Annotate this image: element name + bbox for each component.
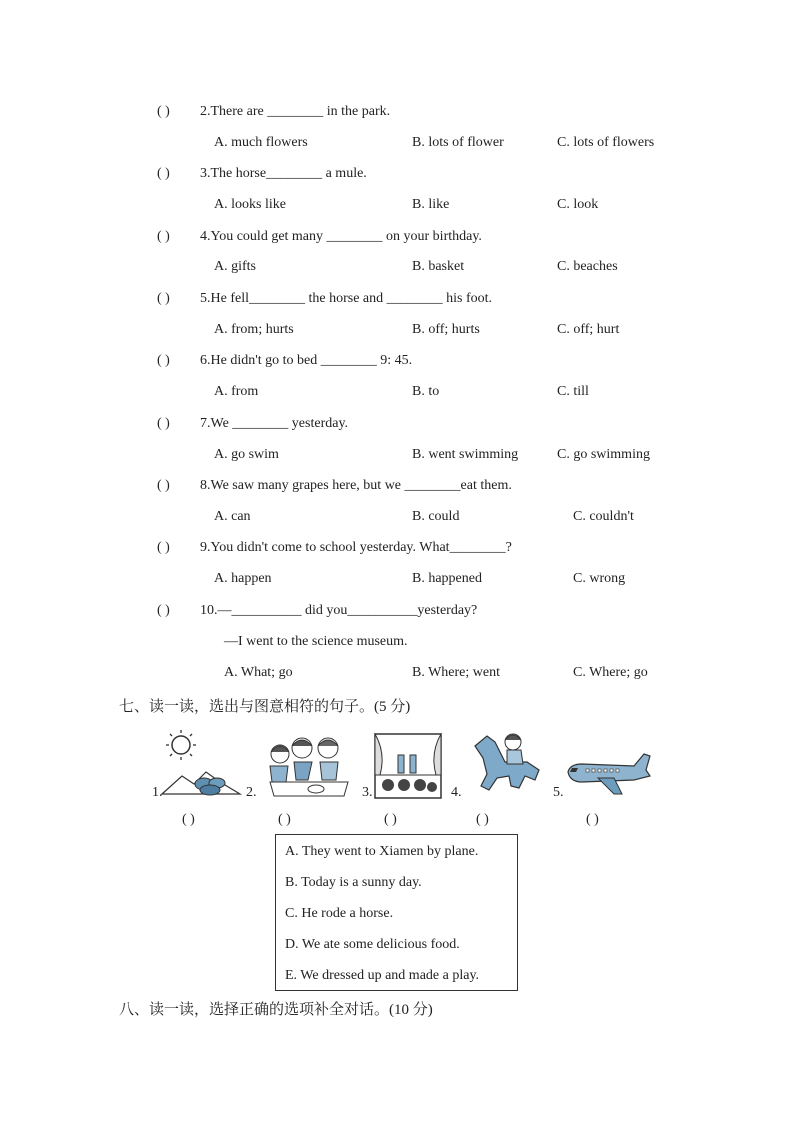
question-response-line: —I went to the science museum. xyxy=(224,634,408,649)
question-stem: 2.There are ________ in the park. xyxy=(200,104,391,119)
option-b: B. could xyxy=(412,509,460,524)
stage-play-picture xyxy=(374,733,442,799)
answer-parentheses[interactable]: ( ) xyxy=(157,104,170,119)
answer-parentheses[interactable]: ( ) xyxy=(157,229,170,244)
option-c: C. wrong xyxy=(573,571,626,586)
option-c: C. till xyxy=(557,384,589,399)
option-b: B. went swimming xyxy=(412,447,519,462)
answer-parentheses[interactable]: ( ) xyxy=(157,603,170,618)
answer-blank-4[interactable]: ( ) xyxy=(476,812,489,827)
option-a: A. go swim xyxy=(214,447,279,462)
section-7-heading: 七、读一读，选出与图意相符的句子。(5 分) xyxy=(119,699,411,715)
option-a: A. happen xyxy=(214,571,272,586)
option-a: A. What; go xyxy=(224,665,293,680)
answer-parentheses[interactable]: ( ) xyxy=(157,291,170,306)
option-c: C. couldn't xyxy=(573,509,634,524)
picture-number-3: 3. xyxy=(362,785,373,800)
question-stem: 3.The horse________ a mule. xyxy=(200,166,367,181)
answer-parentheses[interactable]: ( ) xyxy=(157,166,170,181)
option-a: A. looks like xyxy=(214,197,286,212)
option-c: C. off; hurt xyxy=(557,322,620,337)
picture-number-4: 4. xyxy=(451,785,462,800)
option-e: E. We dressed up and made a play. xyxy=(285,968,480,983)
answer-parentheses[interactable]: ( ) xyxy=(157,353,170,368)
question-stem: 9.You didn't come to school yesterday. What________? xyxy=(200,540,512,555)
option-b: B. off; hurts xyxy=(412,322,480,337)
answer-blank-2[interactable]: ( ) xyxy=(278,812,291,827)
answer-parentheses[interactable]: ( ) xyxy=(157,540,170,555)
option-a: A. gifts xyxy=(214,259,256,274)
picture-number-1: 1. xyxy=(152,785,163,800)
question-stem: 5.He fell________ the horse and ________ his foot. xyxy=(200,291,493,306)
answer-blank-1[interactable]: ( ) xyxy=(182,812,195,827)
option-a: A. from xyxy=(214,384,259,399)
option-c: C. Where; go xyxy=(573,665,648,680)
picture-number-2: 2. xyxy=(246,785,257,800)
answer-parentheses[interactable]: ( ) xyxy=(157,478,170,493)
option-b: B. happened xyxy=(412,571,482,586)
option-b: B. like xyxy=(412,197,450,212)
option-b: B. Today is a sunny day. xyxy=(285,875,422,890)
question-stem: 7.We ________ yesterday. xyxy=(200,416,349,431)
boy-riding-horse-picture xyxy=(465,728,545,798)
option-b: B. to xyxy=(412,384,440,399)
option-c: C. beaches xyxy=(557,259,618,274)
answer-blank-3[interactable]: ( ) xyxy=(384,812,397,827)
picture-number-5: 5. xyxy=(553,785,564,800)
option-b: B. lots of flower xyxy=(412,135,504,150)
option-a: A. They went to Xiamen by plane. xyxy=(285,844,479,859)
option-a: A. from; hurts xyxy=(214,322,294,337)
option-d: D. We ate some delicious food. xyxy=(285,937,460,952)
question-stem: 6.He didn't go to bed ________ 9: 45. xyxy=(200,353,413,368)
option-c: C. look xyxy=(557,197,599,212)
question-stem: 10.—__________ did you__________yesterday? xyxy=(200,603,478,618)
question-stem: 8.We saw many grapes here, but we ________eat them. xyxy=(200,478,512,493)
children-eating-picture xyxy=(266,732,352,800)
option-c: C. He rode a horse. xyxy=(285,906,394,921)
option-c: C. go swimming xyxy=(557,447,650,462)
answer-parentheses[interactable]: ( ) xyxy=(157,416,170,431)
section-8-heading: 八、读一读，选择正确的选项补全对话。(10 分) xyxy=(119,1002,433,1018)
question-stem: 4.You could get many ________ on your birthday. xyxy=(200,229,482,244)
option-b: B. Where; went xyxy=(412,665,500,680)
sun-landscape-picture xyxy=(160,728,242,798)
answer-blank-5[interactable]: ( ) xyxy=(586,812,599,827)
option-c: C. lots of flowers xyxy=(557,135,655,150)
airplane-picture xyxy=(564,750,652,798)
option-a: A. much flowers xyxy=(214,135,308,150)
option-a: A. can xyxy=(214,509,251,524)
sentence-options-box xyxy=(275,834,518,991)
option-b: B. basket xyxy=(412,259,465,274)
